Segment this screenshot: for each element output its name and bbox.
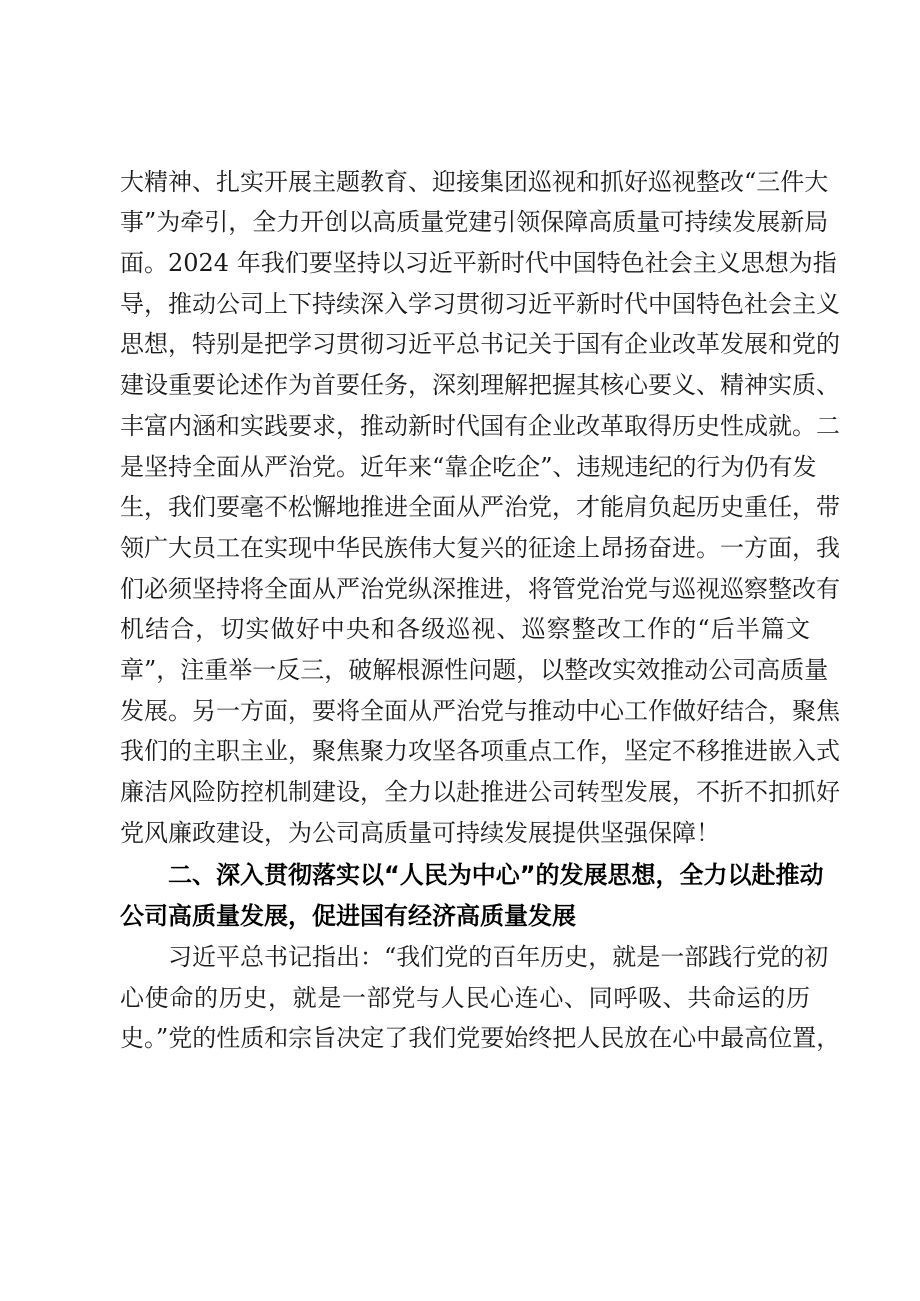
body-text-line: 大精神、扎实开展主题教育、迎接集团巡视和抓好巡视整改“三件大 — [120, 168, 829, 196]
body-text-line: 史。”党的性质和宗旨决定了我们党要始终把人民放在心中最高位置， — [120, 1024, 841, 1052]
body-text-line: 章”，注重举一反三，破解根源性问题，以整改实效推动公司高质量 — [120, 656, 829, 684]
body-text-line: 发展。另一方面，要将全面从严治党与推动中心工作做好结合，聚焦 — [120, 697, 840, 725]
body-text-line: 生，我们要毫不松懈地推进全面从严治党，才能肩负起历史重任，带 — [120, 493, 840, 521]
body-text-line: 面。2024 年我们要坚持以习近平新时代中国特色社会主义思想为指 — [120, 249, 837, 277]
body-text-line: 思想，特别是把学习贯彻习近平总书记关于国有企业改革发展和党的 — [120, 330, 840, 358]
body-text-line: 廉洁风险防控机制建设，全力以赴推进公司转型发展，不折不扣抓好 — [120, 778, 840, 806]
body-text-line: 领广大员工在实现中华民族伟大复兴的征途上昂扬奋进。一方面，我 — [120, 534, 840, 562]
section-heading: 公司高质量发展，促进国有经济高质量发展 — [120, 902, 576, 930]
body-text-line: 是坚持全面从严治党。近年来“靠企吃企”、违规违纪的行为仍有发 — [120, 453, 817, 481]
body-text-line: 事”为牵引，全力开创以高质量党建引领保障高质量可持续发展新局 — [120, 208, 829, 236]
body-text-line: 党风廉政建设，为公司高质量可持续发展提供坚强保障！ — [120, 819, 720, 847]
body-text-line: 机结合，切实做好中央和各级巡视、巡察整改工作的“后半篇文 — [120, 615, 810, 643]
body-text-line: 导，推动公司上下持续深入学习贯彻习近平新时代中国特色社会主义 — [120, 290, 840, 318]
body-text-line: 习近平总书记指出：“我们党的百年历史，就是一部践行党的初 — [168, 943, 829, 971]
body-text-line: 们必须坚持将全面从严治党纵深推进，将管党治党与巡视巡察整改有 — [120, 575, 840, 603]
section-heading: 二、深入贯彻落实以“人民为中心”的发展思想，全力以赴推动 — [168, 861, 824, 889]
body-text-line: 丰富内涵和实践要求，推动新时代国有企业改革取得历史性成就。二 — [120, 412, 840, 440]
body-text-line: 心使命的历史，就是一部党与人民心连心、同呼吸、共命运的历 — [120, 984, 810, 1012]
body-text-line: 我们的主职主业，聚焦聚力攻坚各项重点工作，坚定不移推进嵌入式 — [120, 737, 840, 765]
body-text-line: 建设重要论述作为首要任务，深刻理解把握其核心要义、精神实质、 — [120, 371, 840, 399]
